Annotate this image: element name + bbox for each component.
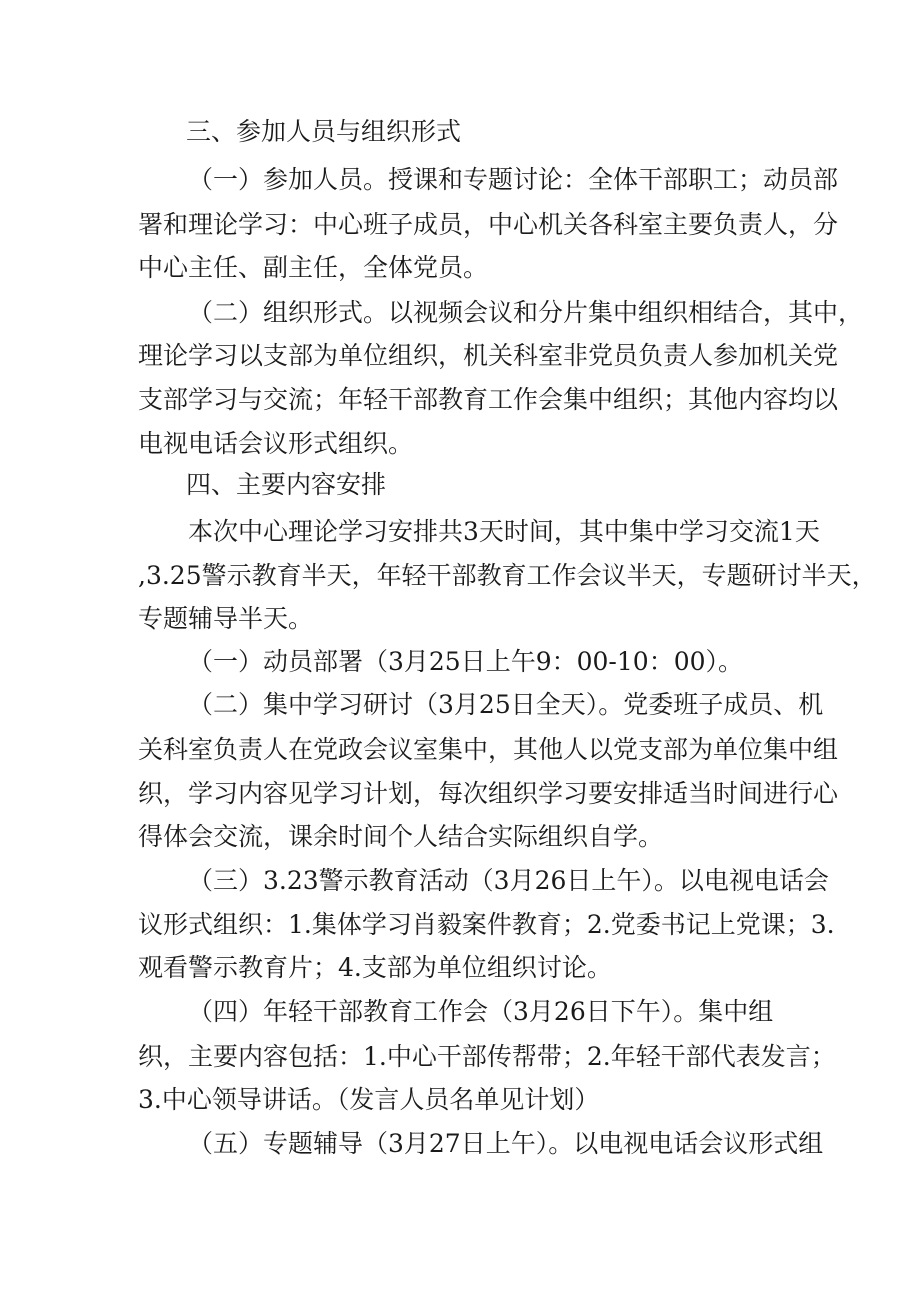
paragraph-line: （三）3.23警示教育活动（3月26日上午）。以电视电话会 — [188, 866, 829, 895]
paragraph-line: ,3.25警示教育半天，年轻干部教育工作会议半天，专题研讨半天， — [138, 561, 877, 590]
paragraph-line: 理论学习以支部为单位组织，机关科室非党员负责人参加机关党 — [138, 341, 839, 370]
paragraph-line: 议形式组织：1.集体学习肖毅案件教育；2.党委书记上党课；3. — [138, 910, 835, 939]
paragraph-line: （四）年轻干部教育工作会（3月26日下午）。集中组 — [188, 997, 774, 1026]
paragraph-line: 观看警示教育片；4.支部为单位组织讨论。 — [138, 953, 612, 982]
paragraph-line: 织，主要内容包括：1.中心干部传帮带；2.年轻干部代表发言； — [138, 1042, 836, 1071]
paragraph-line: 专题辅导半天。 — [138, 604, 314, 633]
paragraph-line: （一）参加人员。授课和专题讨论：全体干部职工；动员部 — [188, 165, 839, 194]
section-heading-3: 三、参加人员与组织形式 — [186, 117, 462, 146]
paragraph-line: （二）集中学习研讨（3月25日全天）。党委班子成员、机 — [188, 690, 824, 719]
section-heading-4: 四、主要内容安排 — [186, 470, 387, 499]
paragraph-line: 支部学习与交流；年轻干部教育工作会集中组织；其他内容均以 — [138, 385, 839, 414]
paragraph-line: 电视电话会议形式组织。 — [138, 429, 414, 458]
paragraph-line: 得体会交流，课余时间个人结合实际组织自学。 — [138, 822, 664, 851]
paragraph-line: 关科室负责人在党政会议室集中，其他人以党支部为单位集中组 — [138, 735, 839, 764]
paragraph-line: 织，学习内容见学习计划，每次组织学习要安排适当时间进行心 — [138, 779, 839, 808]
paragraph-line: 3.中心领导讲话。（发言人员名单见计划） — [138, 1085, 600, 1114]
paragraph-line: （五）专题辅导（3月27日上午）。以电视电话会议形式组 — [188, 1129, 824, 1158]
paragraph-line: 署和理论学习：中心班子成员，中心机关各科室主要负责人，分 — [138, 210, 839, 239]
paragraph-line: （二）组织形式。以视频会议和分片集中组织相结合，其中， — [188, 298, 864, 327]
paragraph-line: 中心主任、副主任，全体党员。 — [138, 253, 489, 282]
paragraph-line: （一）动员部署（3月25日上午9：00-10：00）。 — [188, 647, 744, 676]
paragraph-line: 本次中心理论学习安排共3天时间，其中集中学习交流1天 — [188, 517, 820, 546]
